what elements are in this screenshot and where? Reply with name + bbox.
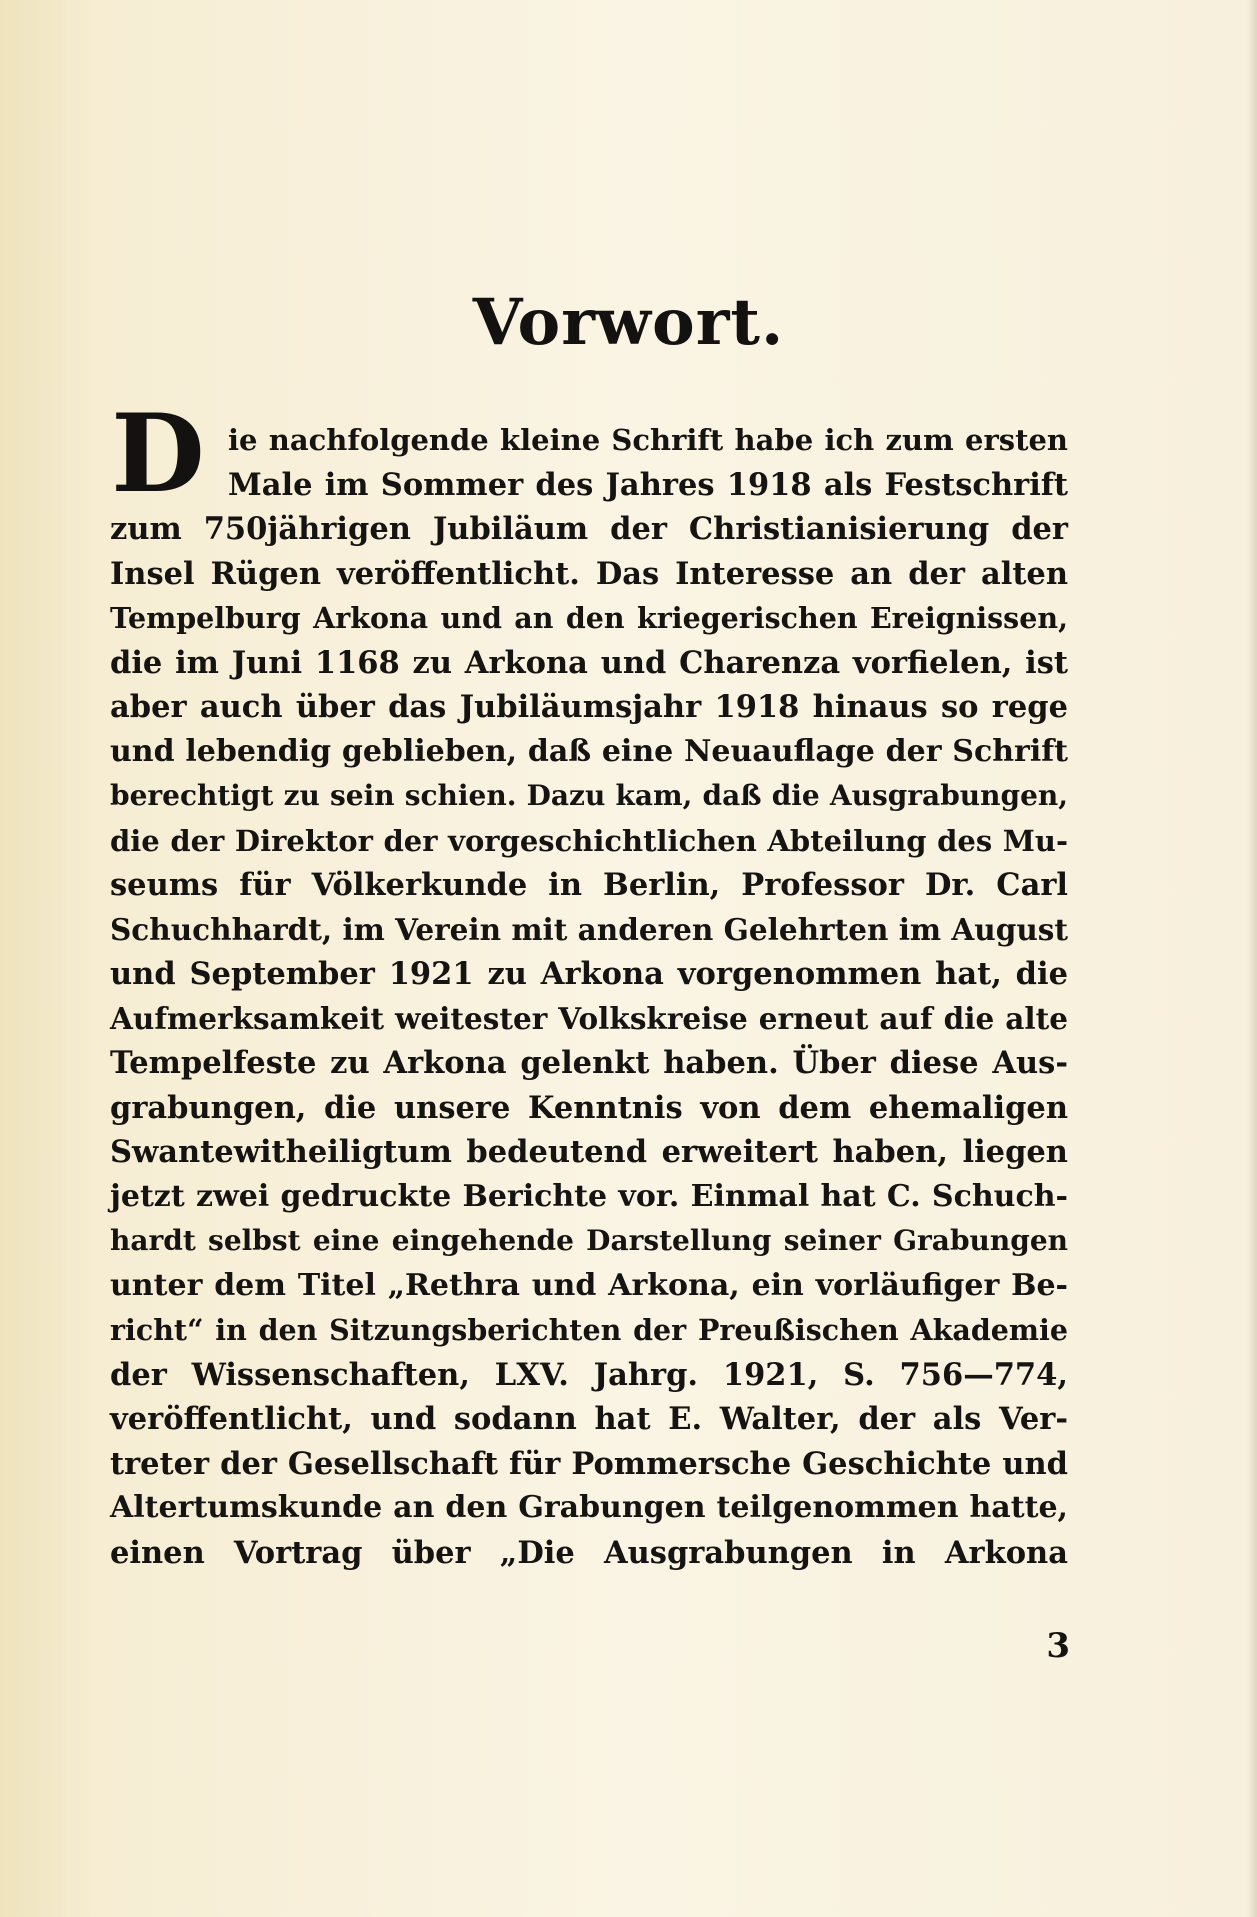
text-line: seums für Völkerkunde in Berlin, Professor Dr. Carl bbox=[110, 867, 1068, 903]
text-line: unter dem Titel „Rethra und Arkona, ein vorläufiger Be- bbox=[110, 1267, 1068, 1303]
text-line: einen Vortrag über „Die Ausgrabungen in Arkona bbox=[110, 1534, 1068, 1571]
text-line: veröffentlicht, und sodann hat E. Walter, der als Ver- bbox=[110, 1401, 1068, 1437]
text-line: Aufmerksamkeit weitester Volkskreise erneut auf die alte bbox=[110, 1000, 1068, 1036]
text-line: und lebendig geblieben, daß eine Neuauflage der Schrift bbox=[110, 733, 1068, 769]
text-line: aber auch über das Jubiläumsjahr 1918 hinaus so rege bbox=[110, 689, 1068, 725]
text-line: und September 1921 zu Arkona vorgenommen hat, die bbox=[110, 956, 1068, 992]
text-line: Swantewitheiligtum bedeutend erweitert haben, liegen bbox=[110, 1134, 1068, 1170]
text-line: berechtigt zu sein schien. Dazu kam, daß die Ausgrabungen, bbox=[110, 779, 1068, 812]
text-line: Schuchhardt, im Verein mit anderen Gelehrten im August bbox=[110, 911, 1069, 947]
text-line: grabungen, die unsere Kenntnis von dem ehemaligen bbox=[110, 1089, 1068, 1126]
page-title: Vorwort. bbox=[472, 285, 785, 360]
text-line: Tempelburg Arkona und an den kriegerischen Ereignissen, bbox=[110, 601, 1068, 635]
page-number: 3 bbox=[1046, 1626, 1070, 1666]
text-line: Tempelfeste zu Arkona gelenkt haben. Über diese Aus- bbox=[110, 1045, 1068, 1081]
text-line: treter der Gesellschaft für Pommersche Geschichte und bbox=[110, 1445, 1068, 1482]
text-line: zum 750jährigen Jubiläum der Christianisierung der bbox=[110, 511, 1068, 547]
text-line: die im Juni 1168 zu Arkona und Charenza vorfielen, ist bbox=[110, 644, 1068, 681]
text-line: hardt selbst eine eingehende Darstellung seiner Grabungen bbox=[110, 1224, 1068, 1257]
text-line: die der Direktor der vorgeschichtlichen Abteilung des Mu- bbox=[110, 823, 1068, 858]
text-line: ie nachfolgende kleine Schrift habe ich zum ersten bbox=[228, 423, 1068, 457]
text-line: jetzt zwei gedruckte Berichte vor. Einmal hat C. Schuch- bbox=[110, 1178, 1068, 1214]
text-line: der Wissenschaften, LXV. Jahrg. 1921, S. 756—774, bbox=[110, 1356, 1068, 1393]
drop-cap: D bbox=[111, 391, 205, 517]
body-text bbox=[110, 418, 1068, 1575]
text-line: Insel Rügen veröffentlicht. Das Interesse an der alten bbox=[110, 555, 1068, 592]
text-line: Altertumskunde an den Grabungen teilgenommen hatte, bbox=[110, 1490, 1068, 1525]
text-line: richt“ in den Sitzungsberichten der Preußischen Akademie bbox=[110, 1313, 1068, 1347]
text-line: Male im Sommer des Jahres 1918 als Festschrift bbox=[228, 466, 1068, 503]
